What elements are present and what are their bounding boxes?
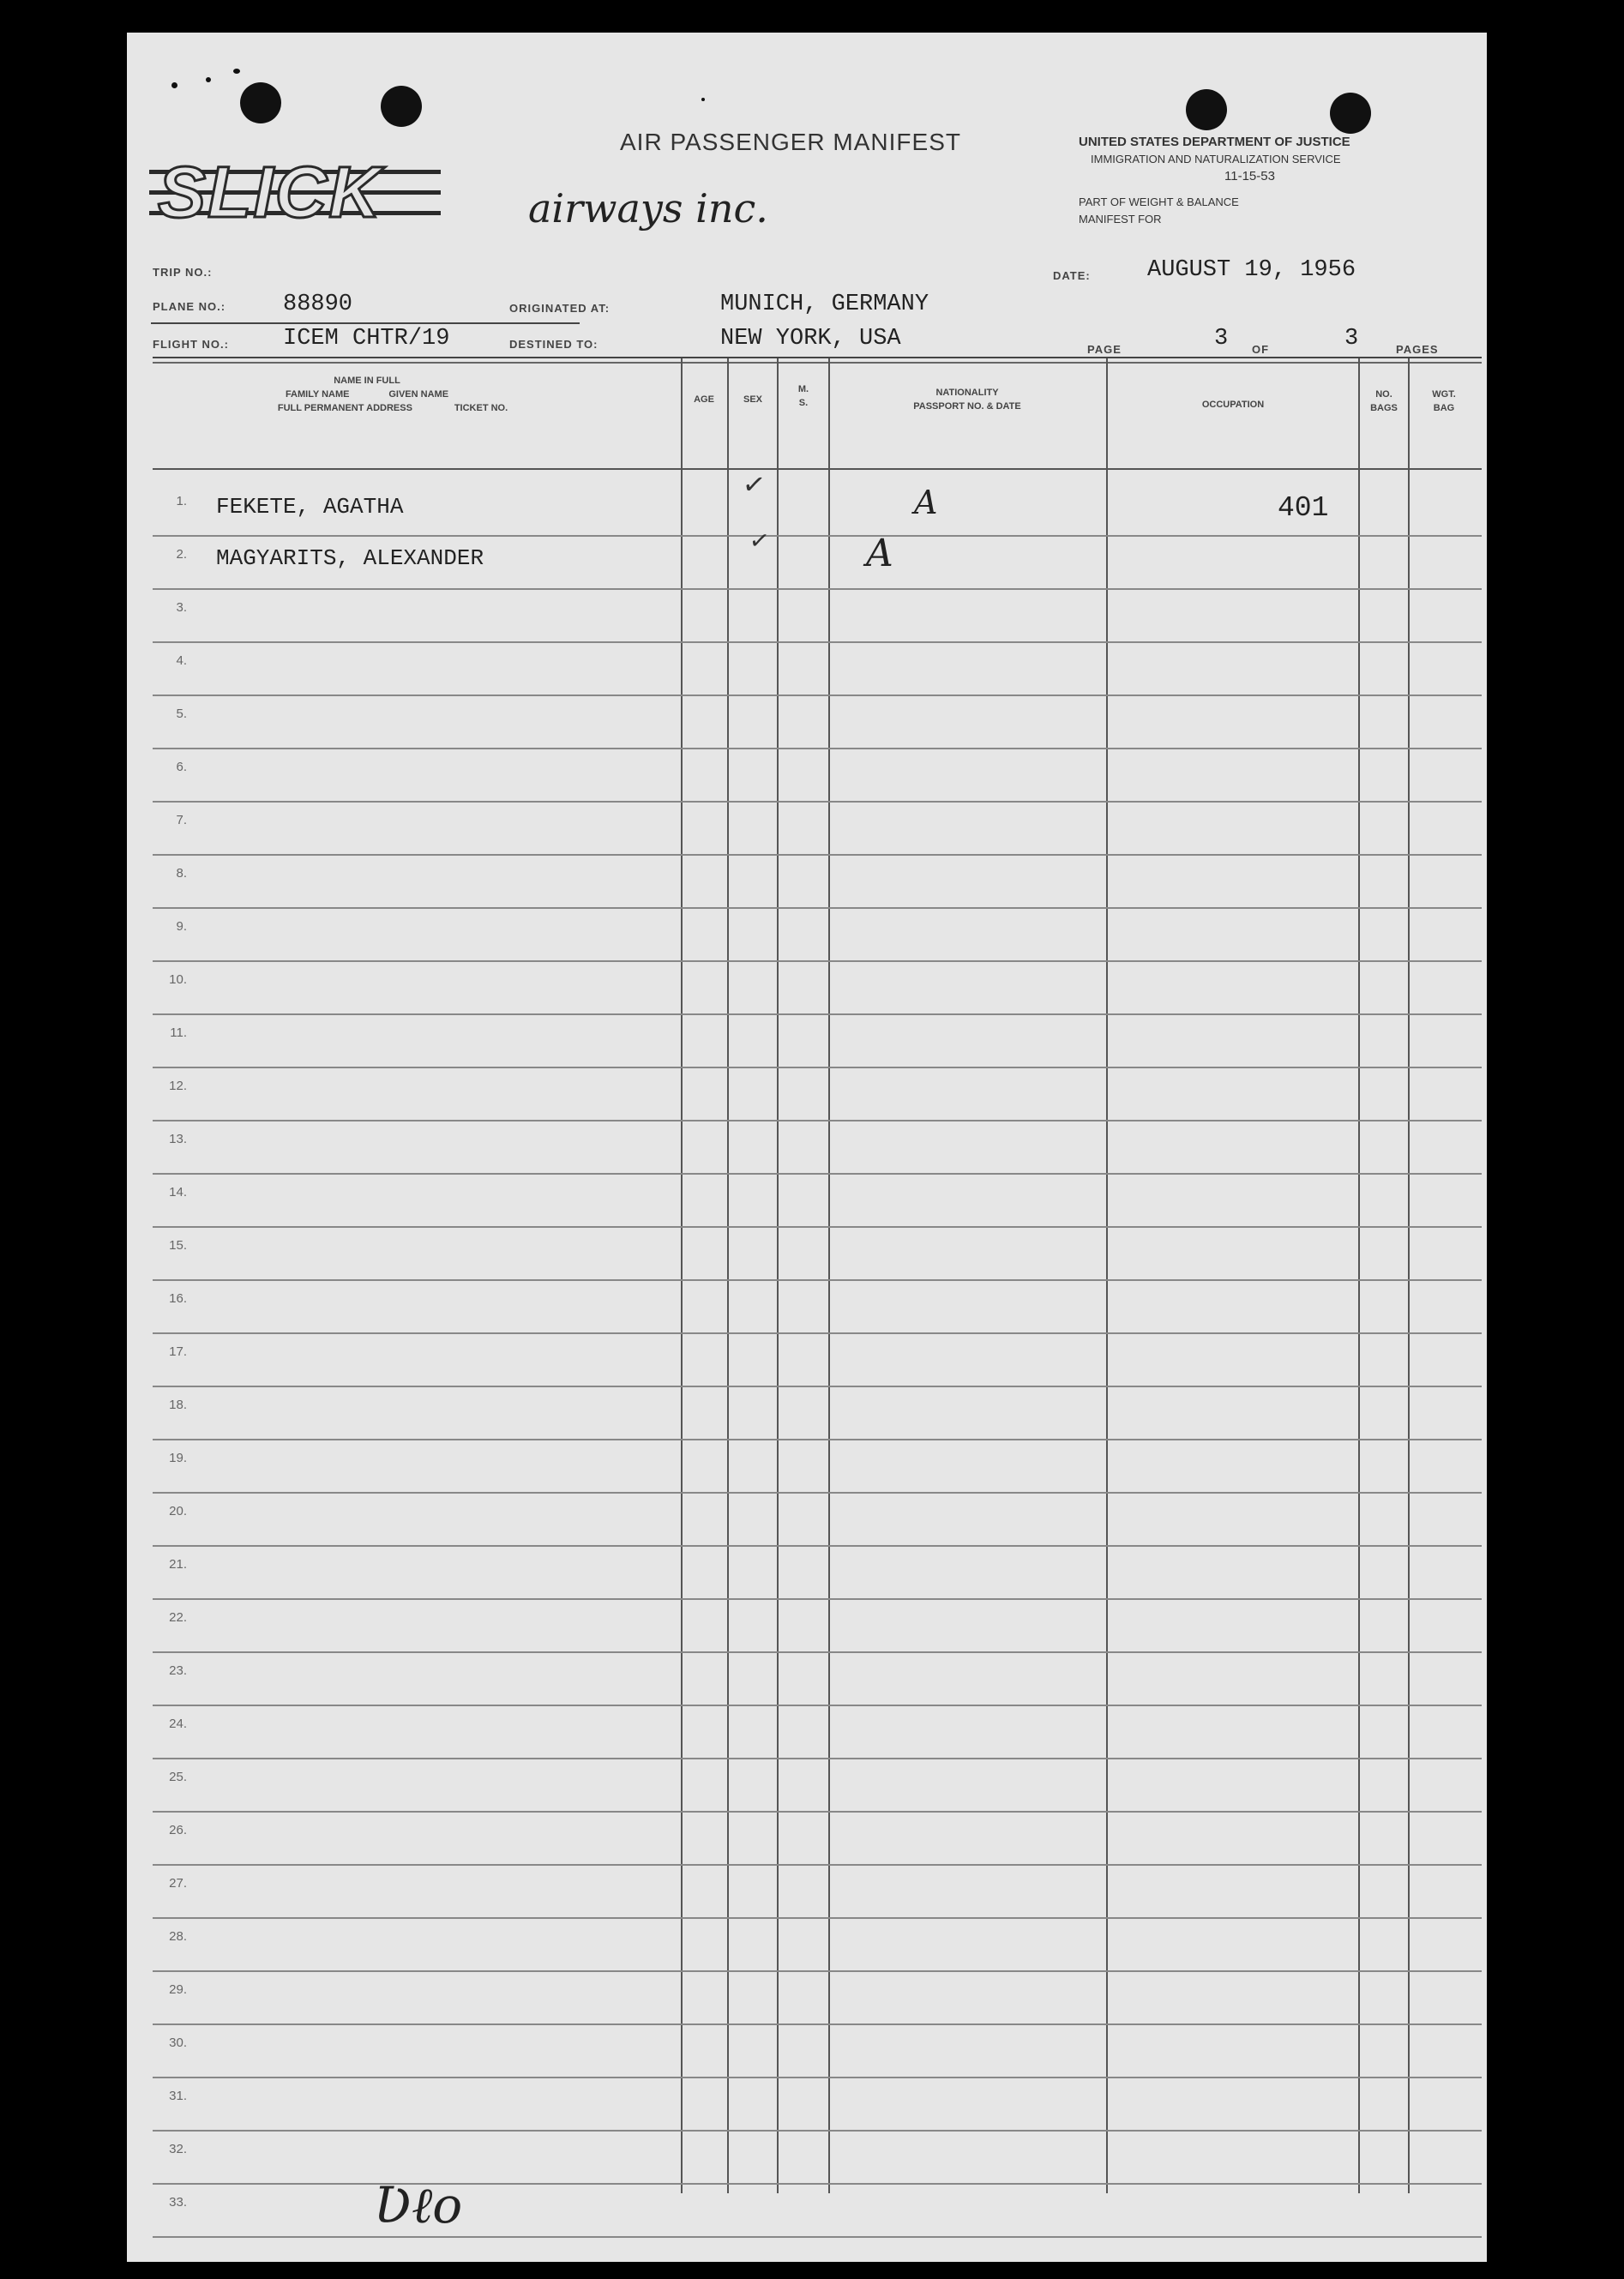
- pages-label: PAGES: [1396, 343, 1439, 356]
- row-rule: [153, 695, 1482, 696]
- row-number: 10.: [169, 972, 187, 987]
- speck: [206, 77, 211, 82]
- speck: [701, 98, 705, 101]
- row-rule: [153, 1545, 1482, 1547]
- agency-line: 11-15-53: [1224, 169, 1275, 183]
- header-rule: [153, 362, 1482, 364]
- row-number: 5.: [176, 707, 187, 721]
- row-number: 28.: [169, 1929, 187, 1944]
- row-rule: [153, 1758, 1482, 1759]
- row-rule: [153, 1013, 1482, 1015]
- airline-script: airways inc.: [528, 185, 768, 232]
- row-number: 26.: [169, 1823, 187, 1837]
- col-header-sex: SEX: [743, 394, 762, 405]
- row-rule: [153, 1279, 1482, 1281]
- row-rule: [153, 960, 1482, 962]
- punch-hole: [1330, 93, 1371, 134]
- row-rule: [153, 1120, 1482, 1121]
- col-header-wgt: [1410, 388, 1478, 415]
- speck: [171, 82, 177, 88]
- sex-check-mark: ✓: [740, 466, 768, 502]
- page-value: 3: [1214, 326, 1229, 352]
- agency-line: PART OF WEIGHT & BALANCE: [1079, 195, 1239, 208]
- col-header-bags: [1360, 388, 1408, 415]
- row-rule: [153, 535, 1482, 537]
- row-number: 15.: [169, 1238, 187, 1253]
- row-rule: [153, 1811, 1482, 1813]
- row-rule: [153, 1439, 1482, 1440]
- row-number: 19.: [169, 1451, 187, 1465]
- trip-label: TRIP NO.:: [153, 266, 213, 279]
- nationality-mark: A: [866, 532, 893, 575]
- row-number: 33.: [169, 2195, 187, 2210]
- row-rule: [153, 1651, 1482, 1653]
- date-label: DATE:: [1053, 269, 1091, 282]
- plane-value: 88890: [283, 292, 353, 317]
- row-number: 18.: [169, 1398, 187, 1412]
- col-header-age: AGE: [694, 394, 714, 405]
- row-number: 13.: [169, 1132, 187, 1146]
- row-rule: [153, 1226, 1482, 1228]
- row-rule: [153, 1598, 1482, 1600]
- row-number: 4.: [176, 653, 187, 668]
- row-rule: [153, 1332, 1482, 1334]
- row-number: 1.: [176, 494, 187, 508]
- agency-block: [1079, 134, 1482, 228]
- row-rule: [153, 1492, 1482, 1494]
- row-rule: [153, 1386, 1482, 1387]
- row-number: 27.: [169, 1876, 187, 1891]
- punch-hole: [240, 82, 281, 123]
- passenger-name: FEKETE, AGATHA: [216, 494, 404, 520]
- airline-logo: [158, 153, 415, 232]
- row-rule: [153, 1067, 1482, 1068]
- origin-label: ORIGINATED AT:: [509, 302, 611, 315]
- row-rule: [153, 588, 1482, 590]
- row-rule: [153, 907, 1482, 909]
- sex-check-mark: ✓: [747, 525, 772, 556]
- col-header-nationality: [830, 386, 1104, 413]
- header-rule: [153, 357, 1482, 358]
- col-header-text: FAMILY NAME: [285, 389, 350, 400]
- agency-line: MANIFEST FOR: [1079, 213, 1162, 225]
- dest-label: DESTINED TO:: [509, 338, 598, 351]
- col-header-ms: [779, 382, 828, 410]
- occupation-value: 401: [1278, 492, 1329, 524]
- header-rule: [151, 322, 580, 324]
- date-value: AUGUST 19, 1956: [1147, 257, 1356, 283]
- speck: [233, 69, 240, 74]
- col-header-text: GIVEN NAME: [388, 389, 449, 400]
- page-label: PAGE: [1087, 343, 1122, 356]
- row-number: 16.: [169, 1291, 187, 1306]
- row-number: 32.: [169, 2142, 187, 2156]
- row-number: 31.: [169, 2089, 187, 2103]
- agency-line: UNITED STATES DEPARTMENT OF JUSTICE: [1079, 135, 1350, 149]
- col-header-text: [204, 388, 530, 401]
- dest-value: NEW YORK, USA: [720, 326, 901, 352]
- row-number: 30.: [169, 2035, 187, 2050]
- row-rule: [153, 2130, 1482, 2132]
- row-number: 20.: [169, 1504, 187, 1518]
- form-title: AIR PASSENGER MANIFEST: [620, 129, 961, 155]
- row-number: 29.: [169, 1982, 187, 1997]
- row-rule: [153, 2077, 1482, 2078]
- col-header-text: FULL PERMANENT ADDRESS: [277, 403, 412, 413]
- row-number: 23.: [169, 1663, 187, 1678]
- col-header-text: PASSPORT NO. & DATE: [913, 401, 1021, 412]
- manifest-sheet: [127, 33, 1487, 2262]
- row-rule: [153, 2236, 1482, 2238]
- of-label: OF: [1252, 343, 1270, 356]
- row-rule: [153, 1970, 1482, 1972]
- row-number: 21.: [169, 1557, 187, 1572]
- row-rule: [153, 2023, 1482, 2025]
- agency-line: IMMIGRATION AND NATURALIZATION SERVICE: [1091, 153, 1341, 165]
- col-header-text: NATIONALITY: [935, 388, 999, 398]
- col-header-text: S.: [798, 398, 809, 408]
- row-number: 25.: [169, 1770, 187, 1784]
- col-header-name: [204, 374, 530, 415]
- punch-hole: [1186, 89, 1227, 130]
- col-header-text: WGT.: [1432, 389, 1456, 400]
- col-header-text: M.: [797, 384, 809, 394]
- row-rule: [153, 1864, 1482, 1866]
- header-bottom-rule: [153, 468, 1482, 470]
- flight-value: ICEM CHTR/19: [283, 326, 450, 352]
- row-number: 9.: [176, 919, 187, 934]
- row-number: 14.: [169, 1185, 187, 1200]
- row-number: 22.: [169, 1610, 187, 1625]
- row-rule: [153, 1917, 1482, 1919]
- row-rule: [153, 1705, 1482, 1706]
- flight-label: FLIGHT NO.:: [153, 338, 229, 351]
- row-number: 8.: [176, 866, 187, 881]
- row-number: 7.: [176, 813, 187, 827]
- col-header-text: [204, 401, 530, 415]
- logo-wordmark: SLICK: [158, 152, 382, 232]
- row-rule: [153, 641, 1482, 643]
- signature: Ʋℓo: [374, 2176, 463, 2234]
- row-number: 2.: [176, 547, 187, 562]
- col-header-text: TICKET NO.: [454, 403, 508, 413]
- col-header-text: NAME IN FULL: [334, 376, 400, 386]
- row-number: 17.: [169, 1344, 187, 1359]
- nationality-mark: A: [914, 484, 938, 521]
- row-rule: [153, 801, 1482, 803]
- row-rule: [153, 748, 1482, 749]
- punch-hole: [381, 86, 422, 127]
- row-number: 6.: [176, 760, 187, 774]
- col-header-text: BAGS: [1370, 403, 1398, 413]
- row-rule: [153, 854, 1482, 856]
- row-number: 11.: [170, 1025, 187, 1040]
- row-rule: [153, 2183, 1482, 2185]
- row-rule: [153, 1173, 1482, 1175]
- pages-value: 3: [1344, 326, 1359, 352]
- row-number: 3.: [176, 600, 187, 615]
- col-header-text: NO.: [1375, 389, 1392, 400]
- col-header-occupation: OCCUPATION: [1201, 400, 1265, 410]
- passenger-name: MAGYARITS, ALEXANDER: [216, 545, 484, 571]
- origin-value: MUNICH, GERMANY: [720, 292, 929, 317]
- row-number: 12.: [169, 1079, 187, 1093]
- row-number: 24.: [169, 1717, 187, 1731]
- col-header-text: BAG: [1433, 403, 1455, 413]
- plane-label: PLANE NO.:: [153, 300, 226, 313]
